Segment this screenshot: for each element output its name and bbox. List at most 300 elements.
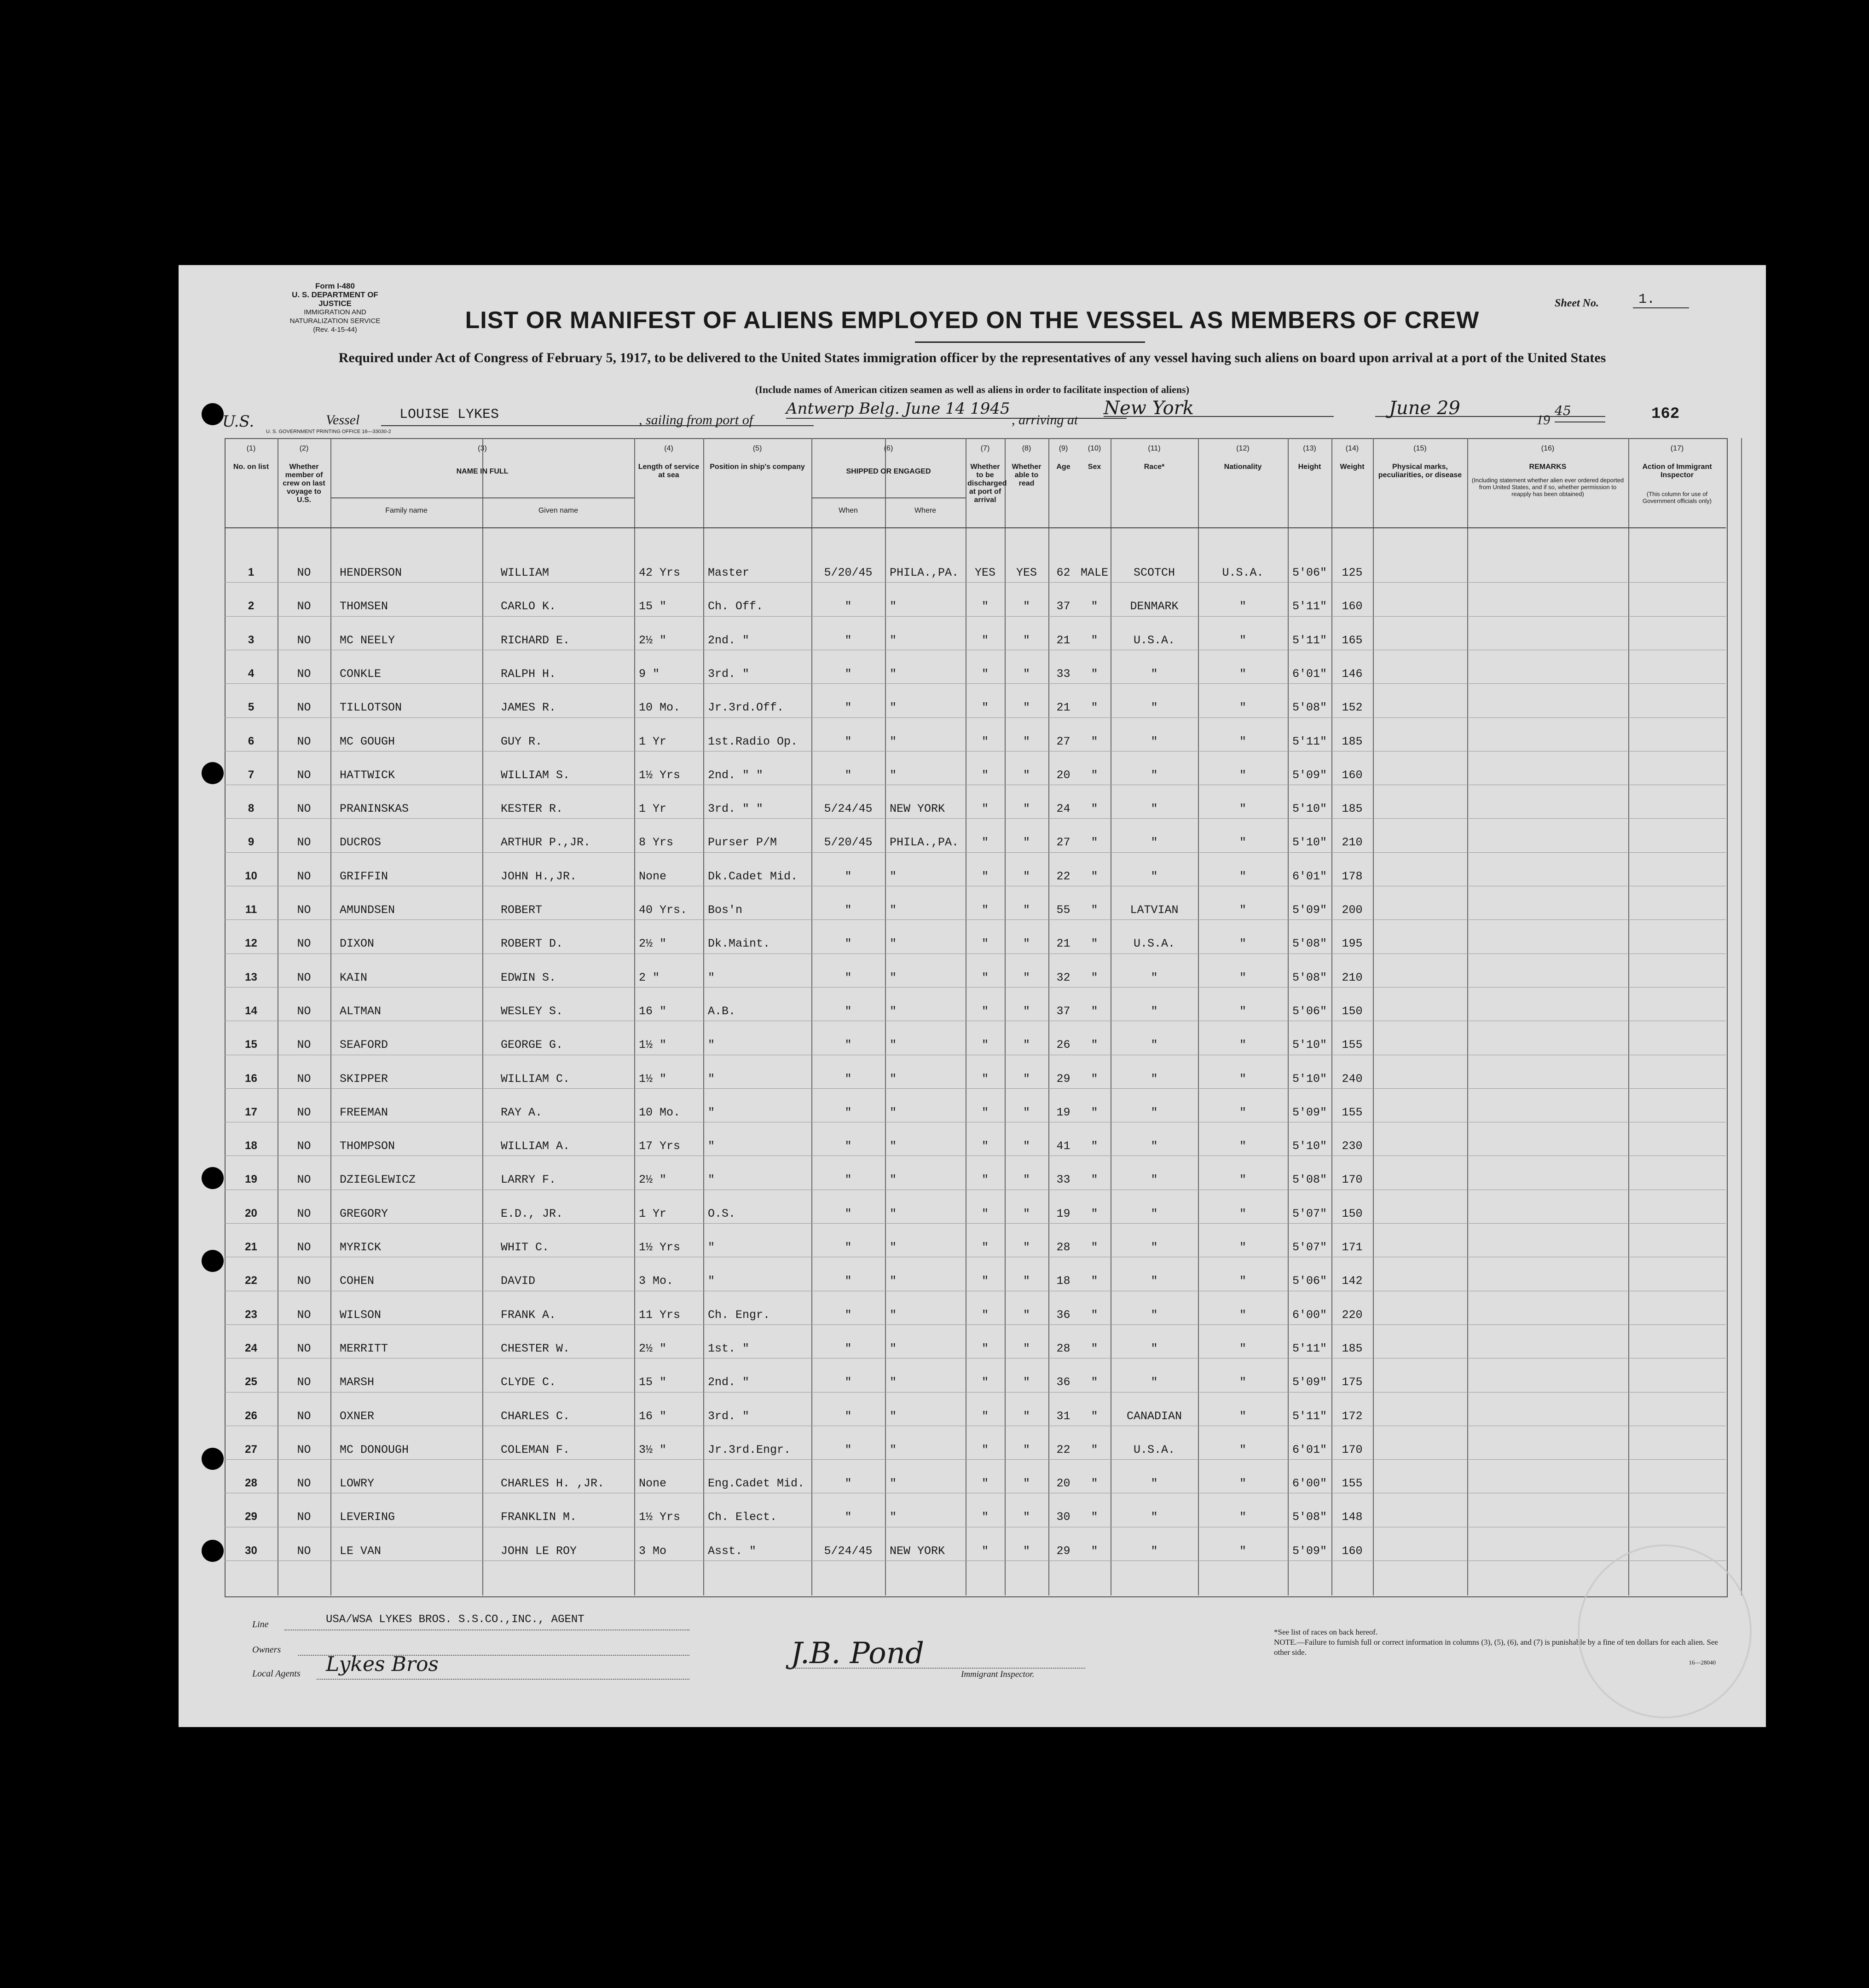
cell-position: Dk.Cadet Mid. (708, 869, 798, 883)
agents-rule (317, 1679, 689, 1680)
cell-height: 5'09" (1292, 768, 1327, 782)
cell-position: Eng.Cadet Mid. (708, 1477, 805, 1491)
cell-read: " (1023, 1241, 1030, 1254)
cell-disch: " (981, 734, 989, 748)
cell-service: 10 Mo. (639, 1105, 681, 1119)
column-header-note: (Including statement whether alien ever ordered deported from United States, and if so, whether permission to reapply has been obtained) (1471, 477, 1624, 497)
cell-sex: " (1091, 701, 1098, 715)
cell-race: SCOTCH (1133, 566, 1175, 579)
subheader-divider (811, 497, 966, 498)
manifest-sheet (179, 265, 1766, 1727)
cell-sex: " (1091, 633, 1098, 647)
cell-nat: " (1239, 667, 1246, 681)
agents-value: Lykes Bros (326, 1653, 439, 1676)
cell-read: " (1023, 903, 1030, 917)
cell-prev: NO (297, 1241, 311, 1254)
cell-no: 18 (245, 1139, 257, 1152)
cell-race: " (1151, 667, 1158, 681)
cell-position: O.S. (708, 1207, 736, 1220)
cell-family: THOMSEN (340, 600, 388, 613)
cell-height: 5'10" (1292, 1139, 1327, 1153)
cell-sex: " (1091, 1241, 1098, 1254)
cell-disch: " (981, 701, 989, 715)
cell-height: 5'11" (1292, 734, 1327, 748)
cell-no: 15 (245, 1038, 257, 1051)
column-header: Length of service at sea (638, 463, 700, 479)
cell-position: Ch. Off. (708, 600, 764, 613)
column-number: (11) (1148, 445, 1161, 452)
column-divider (885, 438, 886, 1595)
cell-given: RAY A. (501, 1105, 543, 1119)
table-row (225, 582, 1726, 583)
table-row (225, 616, 1726, 617)
cell-service: 2½ " (639, 1173, 667, 1187)
cell-nat: " (1239, 1274, 1246, 1288)
cell-position: Asst. " (708, 1544, 757, 1558)
cell-given: WILLIAM C. (501, 1072, 570, 1086)
cell-when: " (845, 633, 852, 647)
cell-disch: " (981, 1139, 989, 1153)
cell-height: 5'08" (1292, 701, 1327, 715)
cell-sex: " (1091, 1004, 1098, 1018)
cell-service: 3 Mo. (639, 1274, 674, 1288)
cell-service: 8 Yrs (639, 836, 674, 850)
cell-position: 2nd. " (708, 633, 750, 647)
table-row (225, 717, 1726, 718)
cell-weight: 150 (1342, 1004, 1363, 1018)
cell-sex: " (1091, 971, 1098, 984)
cell-nat: " (1239, 600, 1246, 613)
cell-prev: NO (297, 802, 311, 816)
printing-office-note: U. S. GOVERNMENT PRINTING OFFICE 16—33030-2 (266, 429, 391, 434)
cell-given: ROBERT (501, 903, 543, 917)
cell-disch: " (981, 1443, 989, 1456)
cell-age: 21 (1056, 937, 1070, 951)
cell-service: 1½ " (639, 1038, 667, 1052)
cell-where: " (890, 1443, 897, 1456)
cell-height: 5'11" (1292, 1341, 1327, 1355)
cell-read: " (1023, 971, 1030, 984)
column-divider (1628, 438, 1629, 1595)
cell-race: " (1151, 1173, 1158, 1187)
cell-when: " (845, 1004, 852, 1018)
cell-prev: NO (297, 836, 311, 850)
column-header: Age (1056, 463, 1070, 471)
cell-prev: NO (297, 1375, 311, 1389)
cell-service: 1½ " (639, 1072, 667, 1086)
cell-when: " (845, 869, 852, 883)
cell-race: " (1151, 1274, 1158, 1288)
cell-height: 5'10" (1292, 1038, 1327, 1052)
cell-no: 13 (245, 971, 257, 983)
cell-when: " (845, 701, 852, 715)
cell-position: " (708, 1139, 715, 1153)
cell-when: " (845, 1375, 852, 1389)
cell-sex: " (1091, 734, 1098, 748)
cell-weight: 160 (1342, 600, 1363, 613)
cell-prev: NO (297, 1544, 311, 1558)
column-header: Height (1298, 463, 1321, 471)
cell-nat: " (1239, 1477, 1246, 1491)
cell-age: 37 (1056, 600, 1070, 613)
cell-family: MARSH (340, 1375, 375, 1389)
cell-no: 22 (245, 1274, 257, 1287)
cell-disch: " (981, 1409, 989, 1423)
table-row (225, 919, 1726, 920)
cell-weight: 152 (1342, 701, 1363, 715)
cell-nat: " (1239, 937, 1246, 951)
cell-height: 6'01" (1292, 869, 1327, 883)
cell-position: " (708, 971, 715, 984)
cell-age: 20 (1056, 768, 1070, 782)
cell-read: " (1023, 1173, 1030, 1187)
cell-family: KAIN (340, 971, 368, 984)
column-header: Nationality (1224, 463, 1262, 471)
cell-when: " (845, 1241, 852, 1254)
cell-position: Dk.Maint. (708, 937, 770, 951)
cell-sex: " (1091, 1510, 1098, 1524)
cell-position: 3rd. " (708, 1409, 750, 1423)
column-header: Physical marks, peculiarities, or disease (1378, 463, 1462, 479)
cell-disch: " (981, 600, 989, 613)
cell-no: 6 (248, 734, 255, 747)
cell-prev: NO (297, 701, 311, 715)
cell-family: HENDERSON (340, 566, 402, 579)
cell-no: 11 (245, 903, 257, 916)
cell-nat: " (1239, 633, 1246, 647)
column-number: (10) (1088, 445, 1101, 452)
column-subheader: Where (914, 507, 937, 514)
cell-given: WHIT C. (501, 1241, 550, 1254)
table-row (225, 1560, 1726, 1561)
cell-weight: 155 (1342, 1038, 1363, 1052)
cell-age: 41 (1056, 1139, 1070, 1153)
cell-no: 27 (245, 1443, 257, 1456)
cell-prev: NO (297, 600, 311, 613)
cell-height: 5'06" (1292, 1004, 1327, 1018)
cell-race: " (1151, 1341, 1158, 1355)
cell-position: Bos'n (708, 903, 743, 917)
agents-label: Local Agents (252, 1669, 301, 1679)
cell-height: 5'08" (1292, 1173, 1327, 1187)
cell-service: None (639, 1477, 667, 1491)
cell-nat: " (1239, 1173, 1246, 1187)
cell-age: 37 (1056, 1004, 1070, 1018)
cell-race: " (1151, 971, 1158, 984)
cell-height: 5'09" (1292, 903, 1327, 917)
cell-when: " (845, 1105, 852, 1119)
cell-disch: " (981, 1072, 989, 1086)
column-header-note: (This column for use of Government officials only) (1642, 491, 1712, 504)
cell-where: " (890, 1409, 897, 1423)
cell-weight: 200 (1342, 903, 1363, 917)
cell-race: DENMARK (1130, 600, 1179, 613)
cell-race: " (1151, 1139, 1158, 1153)
cell-sex: " (1091, 903, 1098, 917)
column-number: (15) (1413, 445, 1427, 452)
cell-nat: " (1239, 768, 1246, 782)
vessel-line (179, 398, 1766, 440)
cell-sex: " (1091, 1544, 1098, 1558)
cell-prev: NO (297, 1274, 311, 1288)
cell-no: 2 (248, 600, 255, 613)
cell-no: 26 (245, 1409, 257, 1422)
column-divider (330, 438, 331, 1595)
line-label: Line (252, 1619, 269, 1630)
arrival-year-field: 45 (1555, 403, 1605, 422)
cell-where: " (890, 1038, 897, 1052)
cell-weight: 178 (1342, 869, 1363, 883)
cell-where: " (890, 1341, 897, 1355)
cell-race: U.S.A. (1133, 633, 1175, 647)
vessel-name-field: LOUISE LYKES (381, 407, 814, 426)
cell-height: 5'09" (1292, 1375, 1327, 1389)
cell-service: 3 Mo (639, 1544, 667, 1558)
table-row (225, 1324, 1726, 1325)
cell-when: 5/20/45 (824, 836, 873, 850)
cell-nat: " (1239, 903, 1246, 917)
cell-position: " (708, 1105, 715, 1119)
cell-when: " (845, 1173, 852, 1187)
cell-read: " (1023, 1477, 1030, 1491)
column-number: (8) (1022, 445, 1031, 452)
cell-sex: " (1091, 667, 1098, 681)
cell-where: " (890, 734, 897, 748)
punch-hole (202, 1250, 224, 1272)
column-divider (482, 438, 483, 1595)
cell-nat: " (1239, 1341, 1246, 1355)
cell-sex: " (1091, 869, 1098, 883)
cell-weight: 165 (1342, 633, 1363, 647)
column-divider (634, 438, 635, 1595)
cell-weight: 230 (1342, 1139, 1363, 1153)
cell-weight: 185 (1342, 802, 1363, 816)
cell-prev: NO (297, 1443, 311, 1456)
cell-read: " (1023, 1510, 1030, 1524)
cell-age: 22 (1056, 1443, 1070, 1456)
cell-height: 5'10" (1292, 836, 1327, 850)
cell-where: " (890, 701, 897, 715)
cell-disch: " (981, 633, 989, 647)
cell-position: 3rd. " " (708, 802, 764, 816)
cell-when: 5/24/45 (824, 802, 873, 816)
cell-height: 6'01" (1292, 667, 1327, 681)
cell-race: " (1151, 1308, 1158, 1322)
cell-when: " (845, 1409, 852, 1423)
cell-position: " (708, 1173, 715, 1187)
cell-position: " (708, 1274, 715, 1288)
cell-family: PRANINSKAS (340, 802, 409, 816)
cell-family: DIXON (340, 937, 375, 951)
cell-no: 7 (248, 768, 255, 781)
cell-where: " (890, 667, 897, 681)
cell-prev: NO (297, 971, 311, 984)
cell-age: 28 (1056, 1241, 1070, 1254)
cell-when: " (845, 1038, 852, 1052)
cell-nat: " (1239, 1409, 1246, 1423)
cell-when: " (845, 1274, 852, 1288)
sheet-label: Sheet No. (1555, 297, 1599, 309)
cell-sex: " (1091, 1409, 1098, 1423)
cell-no: 14 (245, 1004, 257, 1017)
cell-when: " (845, 1510, 852, 1524)
cell-height: 6'00" (1292, 1308, 1327, 1322)
cell-service: 9 " (639, 667, 660, 681)
cell-where: " (890, 600, 897, 613)
cell-family: SEAFORD (340, 1038, 388, 1052)
cell-disch: " (981, 1544, 989, 1558)
cell-race: " (1151, 1544, 1158, 1558)
cell-when: " (845, 768, 852, 782)
cell-nat: " (1239, 1004, 1246, 1018)
cell-family: GREGORY (340, 1207, 388, 1220)
table-row (225, 987, 1726, 988)
cell-race: " (1151, 1375, 1158, 1389)
cell-height: 6'01" (1292, 1443, 1327, 1456)
cell-no: 5 (248, 701, 255, 714)
cell-age: 18 (1056, 1274, 1070, 1288)
column-number: (17) (1670, 445, 1684, 452)
column-number: (3) (478, 445, 487, 452)
column-subheader: Given name (538, 507, 579, 514)
cell-position: 3rd. " (708, 667, 750, 681)
punch-hole (202, 762, 224, 784)
column-divider (703, 438, 704, 1595)
cell-read: " (1023, 1443, 1030, 1456)
arriving-at-field: New York (1104, 398, 1334, 417)
cell-weight: 220 (1342, 1308, 1363, 1322)
column-header: Weight (1340, 463, 1365, 471)
column-header: SHIPPED OR ENGAGED (846, 468, 931, 475)
embossed-seal (1578, 1544, 1752, 1718)
cell-no: 3 (248, 633, 255, 646)
table-row (225, 818, 1726, 819)
cell-family: COHEN (340, 1274, 375, 1288)
cell-service: 16 " (639, 1004, 667, 1018)
cell-nat: " (1239, 1072, 1246, 1086)
cell-weight: 170 (1342, 1443, 1363, 1456)
cell-where: NEW YORK (890, 802, 945, 816)
cell-sex: " (1091, 1308, 1098, 1322)
document-title: LIST OR MANIFEST OF ALIENS EMPLOYED ON THE VESSEL AS MEMBERS OF CREW (465, 307, 1480, 334)
cell-family: HATTWICK (340, 768, 395, 782)
cell-nat: " (1239, 1510, 1246, 1524)
cell-given: JAMES R. (501, 701, 556, 715)
cell-position: 2nd. " " (708, 768, 764, 782)
cell-family: THOMPSON (340, 1139, 395, 1153)
cell-family: LOWRY (340, 1477, 375, 1491)
cell-prev: NO (297, 1308, 311, 1322)
cell-weight: 142 (1342, 1274, 1363, 1288)
cell-when: " (845, 1139, 852, 1153)
cell-race: CANADIAN (1126, 1409, 1182, 1423)
cell-weight: 171 (1342, 1241, 1363, 1254)
sheet-number: 1. (1633, 292, 1689, 308)
cell-no: 25 (245, 1375, 257, 1388)
cell-age: 24 (1056, 802, 1070, 816)
column-number: (12) (1236, 445, 1250, 452)
table-row (225, 1459, 1726, 1460)
cell-family: LEVERING (340, 1510, 395, 1524)
table-row (225, 683, 1726, 684)
column-header: Whether member of crew on last voyage to U.S. (283, 463, 325, 504)
cell-race: U.S.A. (1133, 1443, 1175, 1456)
cell-race: " (1151, 768, 1158, 782)
cell-age: 26 (1056, 1038, 1070, 1052)
cell-age: 30 (1056, 1510, 1070, 1524)
penalty-note: NOTE.—Failure to furnish full or correct information in columns (3), (5), (6), and (7) is punishable by a fine of ten dollars for each alien. See other side. (1274, 1638, 1718, 1657)
cell-family: LE VAN (340, 1544, 382, 1558)
cell-weight: 172 (1342, 1409, 1363, 1423)
table-row (225, 1223, 1726, 1224)
cell-service: 2½ " (639, 937, 667, 951)
cell-weight: 155 (1342, 1477, 1363, 1491)
cell-age: 27 (1056, 836, 1070, 850)
column-header: No. on list (233, 463, 269, 471)
cell-nat: " (1239, 1038, 1246, 1052)
cell-position: Jr.3rd.Engr. (708, 1443, 791, 1456)
cell-nat: " (1239, 1375, 1246, 1389)
cell-position: " (708, 1241, 715, 1254)
cell-age: 29 (1056, 1072, 1070, 1086)
cell-given: WILLIAM A. (501, 1139, 570, 1153)
cell-disch: " (981, 1510, 989, 1524)
cell-service: 15 " (639, 600, 667, 613)
cell-age: 20 (1056, 1477, 1070, 1491)
cell-given: WILLIAM S. (501, 768, 570, 782)
cell-sex: " (1091, 1072, 1098, 1086)
cell-prev: NO (297, 1072, 311, 1086)
cell-no: 23 (245, 1308, 257, 1321)
cell-disch: " (981, 1207, 989, 1220)
cell-race: " (1151, 869, 1158, 883)
punch-hole (202, 1448, 224, 1470)
cell-read: YES (1016, 566, 1037, 579)
cell-race: " (1151, 701, 1158, 715)
cell-disch: " (981, 937, 989, 951)
cell-read: " (1023, 937, 1030, 951)
cell-position: 1st.Radio Op. (708, 734, 798, 748)
column-number: (5) (752, 445, 762, 452)
cell-sex: " (1091, 1139, 1098, 1153)
arrival-date-field: June 29 (1375, 398, 1605, 417)
cell-nat: " (1239, 1308, 1246, 1322)
cell-height: 5'08" (1292, 1510, 1327, 1524)
cell-disch: " (981, 1341, 989, 1355)
cell-height: 5'10" (1292, 802, 1327, 816)
cell-disch: " (981, 1105, 989, 1119)
cell-given: CARLO K. (501, 600, 556, 613)
cell-given: FRANKLIN M. (501, 1510, 577, 1524)
cell-where: " (890, 1510, 897, 1524)
cell-read: " (1023, 1341, 1030, 1355)
cell-family: MC NEELY (340, 633, 395, 647)
cell-service: 17 Yrs (639, 1139, 681, 1153)
cell-read: " (1023, 600, 1030, 613)
vessel-label: Vessel (326, 412, 360, 428)
cell-no: 10 (245, 869, 257, 882)
cell-service: 11 Yrs (639, 1308, 681, 1322)
cell-where: " (890, 937, 897, 951)
cell-disch: " (981, 869, 989, 883)
sailing-from-field: Antwerp Belg. June 14 1945 (786, 399, 1127, 419)
cell-sex: " (1091, 1443, 1098, 1456)
cell-nat: U.S.A. (1222, 566, 1264, 579)
cell-position: Ch. Elect. (708, 1510, 777, 1524)
column-header: Whether to be discharged at port of arrival (967, 463, 1007, 504)
cell-family: AMUNDSEN (340, 903, 395, 917)
cell-weight: 150 (1342, 1207, 1363, 1220)
